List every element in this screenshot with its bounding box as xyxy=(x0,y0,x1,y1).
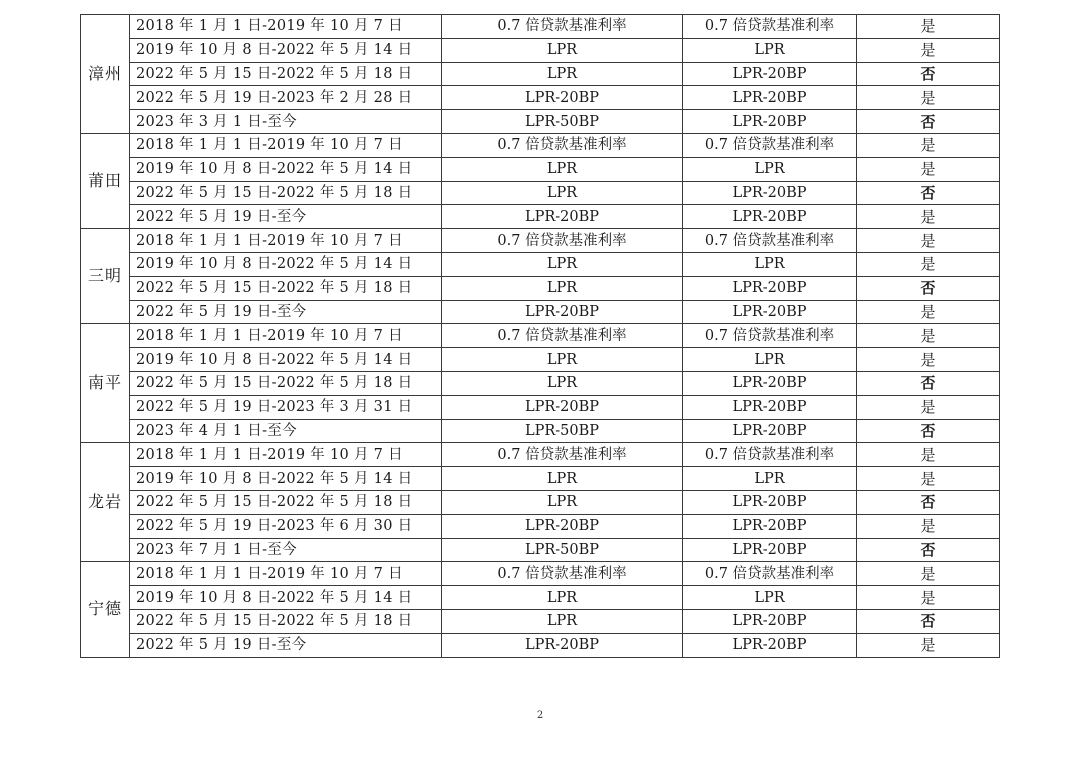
table-row xyxy=(81,133,1000,157)
flag-cell: 否 xyxy=(857,181,1000,205)
rate-a-cell: LPR-50BP xyxy=(442,110,683,134)
rate-b-cell: LPR-20BP xyxy=(683,419,857,443)
rate-a-cell: LPR xyxy=(442,348,683,372)
table-row xyxy=(81,609,1000,633)
period-cell: 2018 年 1 月 1 日-2019 年 10 月 7 日 xyxy=(130,324,442,348)
rate-a-cell: LPR-20BP xyxy=(442,514,683,538)
flag-cell: 是 xyxy=(857,586,1000,610)
city-cell: 宁德 xyxy=(81,562,130,657)
rate-b-cell: LPR xyxy=(683,467,857,491)
period-cell: 2022 年 5 月 15 日-2022 年 5 月 18 日 xyxy=(130,490,442,514)
table-row xyxy=(81,443,1000,467)
table-row xyxy=(81,157,1000,181)
rate-a-cell: LPR-20BP xyxy=(442,205,683,229)
table-row xyxy=(81,205,1000,229)
rate-b-cell: LPR xyxy=(683,157,857,181)
rate-a-cell: LPR-50BP xyxy=(442,538,683,562)
period-cell: 2023 年 4 月 1 日-至今 xyxy=(130,419,442,443)
period-cell: 2019 年 10 月 8 日-2022 年 5 月 14 日 xyxy=(130,586,442,610)
table-row xyxy=(81,490,1000,514)
period-cell: 2022 年 5 月 15 日-2022 年 5 月 18 日 xyxy=(130,62,442,86)
rate-b-cell: LPR-20BP xyxy=(683,300,857,324)
period-cell: 2018 年 1 月 1 日-2019 年 10 月 7 日 xyxy=(130,443,442,467)
rate-b-cell: LPR xyxy=(683,586,857,610)
period-cell: 2019 年 10 月 8 日-2022 年 5 月 14 日 xyxy=(130,467,442,491)
period-cell: 2023 年 7 月 1 日-至今 xyxy=(130,538,442,562)
rate-b-cell: LPR-20BP xyxy=(683,86,857,110)
table-row xyxy=(81,229,1000,253)
rate-b-cell: 0.7 倍贷款基准利率 xyxy=(683,324,857,348)
table-row xyxy=(81,15,1000,39)
flag-cell: 否 xyxy=(857,538,1000,562)
flag-cell: 是 xyxy=(857,15,1000,39)
rate-a-cell: LPR xyxy=(442,38,683,62)
period-cell: 2022 年 5 月 19 日-2023 年 2 月 28 日 xyxy=(130,86,442,110)
rate-table xyxy=(80,14,1000,658)
flag-cell: 否 xyxy=(857,371,1000,395)
city-cell: 南平 xyxy=(81,324,130,443)
rate-b-cell: 0.7 倍贷款基准利率 xyxy=(683,229,857,253)
period-cell: 2018 年 1 月 1 日-2019 年 10 月 7 日 xyxy=(130,562,442,586)
city-cell: 三明 xyxy=(81,229,130,324)
rate-a-cell: LPR xyxy=(442,157,683,181)
rate-a-cell: 0.7 倍贷款基准利率 xyxy=(442,15,683,39)
table-row xyxy=(81,252,1000,276)
flag-cell: 是 xyxy=(857,324,1000,348)
table-row xyxy=(81,324,1000,348)
rate-a-cell: LPR xyxy=(442,371,683,395)
period-cell: 2022 年 5 月 19 日-2023 年 6 月 30 日 xyxy=(130,514,442,538)
flag-cell: 否 xyxy=(857,110,1000,134)
rate-b-cell: LPR-20BP xyxy=(683,514,857,538)
rate-b-cell: LPR xyxy=(683,252,857,276)
rate-b-cell: LPR-20BP xyxy=(683,205,857,229)
rate-b-cell: LPR xyxy=(683,348,857,372)
rate-a-cell: 0.7 倍贷款基准利率 xyxy=(442,229,683,253)
flag-cell: 是 xyxy=(857,205,1000,229)
rate-b-cell: LPR-20BP xyxy=(683,110,857,134)
flag-cell: 是 xyxy=(857,252,1000,276)
table-row xyxy=(81,276,1000,300)
flag-cell: 否 xyxy=(857,609,1000,633)
table-row xyxy=(81,86,1000,110)
table-row xyxy=(81,633,1000,657)
flag-cell: 是 xyxy=(857,443,1000,467)
table-row xyxy=(81,371,1000,395)
table-row xyxy=(81,110,1000,134)
flag-cell: 否 xyxy=(857,419,1000,443)
period-cell: 2022 年 5 月 15 日-2022 年 5 月 18 日 xyxy=(130,181,442,205)
flag-cell: 是 xyxy=(857,229,1000,253)
rate-a-cell: LPR xyxy=(442,181,683,205)
rate-b-cell: LPR-20BP xyxy=(683,276,857,300)
rate-a-cell: LPR xyxy=(442,467,683,491)
table-row xyxy=(81,538,1000,562)
flag-cell: 是 xyxy=(857,633,1000,657)
period-cell: 2019 年 10 月 8 日-2022 年 5 月 14 日 xyxy=(130,157,442,181)
table-row xyxy=(81,395,1000,419)
rate-a-cell: LPR xyxy=(442,490,683,514)
rate-a-cell: LPR-50BP xyxy=(442,419,683,443)
flag-cell: 否 xyxy=(857,62,1000,86)
city-cell: 龙岩 xyxy=(81,443,130,562)
period-cell: 2022 年 5 月 19 日-至今 xyxy=(130,300,442,324)
rate-a-cell: LPR-20BP xyxy=(442,86,683,110)
rate-a-cell: 0.7 倍贷款基准利率 xyxy=(442,562,683,586)
rate-b-cell: LPR-20BP xyxy=(683,609,857,633)
rate-a-cell: LPR-20BP xyxy=(442,633,683,657)
rate-a-cell: 0.7 倍贷款基准利率 xyxy=(442,443,683,467)
flag-cell: 是 xyxy=(857,467,1000,491)
rate-b-cell: 0.7 倍贷款基准利率 xyxy=(683,15,857,39)
flag-cell: 是 xyxy=(857,562,1000,586)
rate-b-cell: LPR-20BP xyxy=(683,62,857,86)
rate-a-cell: LPR xyxy=(442,62,683,86)
city-cell: 漳州 xyxy=(81,15,130,134)
rate-b-cell: LPR-20BP xyxy=(683,395,857,419)
period-cell: 2022 年 5 月 19 日-2023 年 3 月 31 日 xyxy=(130,395,442,419)
flag-cell: 是 xyxy=(857,395,1000,419)
period-cell: 2023 年 3 月 1 日-至今 xyxy=(130,110,442,134)
period-cell: 2018 年 1 月 1 日-2019 年 10 月 7 日 xyxy=(130,133,442,157)
flag-cell: 否 xyxy=(857,276,1000,300)
rate-a-cell: LPR-20BP xyxy=(442,395,683,419)
period-cell: 2018 年 1 月 1 日-2019 年 10 月 7 日 xyxy=(130,229,442,253)
table-row xyxy=(81,181,1000,205)
period-cell: 2019 年 10 月 8 日-2022 年 5 月 14 日 xyxy=(130,348,442,372)
flag-cell: 否 xyxy=(857,490,1000,514)
table-row xyxy=(81,514,1000,538)
rate-b-cell: LPR-20BP xyxy=(683,181,857,205)
rate-a-cell: LPR xyxy=(442,252,683,276)
rate-a-cell: LPR xyxy=(442,609,683,633)
period-cell: 2022 年 5 月 15 日-2022 年 5 月 18 日 xyxy=(130,371,442,395)
rate-a-cell: 0.7 倍贷款基准利率 xyxy=(442,324,683,348)
table-row xyxy=(81,586,1000,610)
flag-cell: 是 xyxy=(857,300,1000,324)
rate-b-cell: LPR-20BP xyxy=(683,490,857,514)
rate-a-cell: 0.7 倍贷款基准利率 xyxy=(442,133,683,157)
flag-cell: 是 xyxy=(857,514,1000,538)
rate-b-cell: 0.7 倍贷款基准利率 xyxy=(683,443,857,467)
rate-a-cell: LPR xyxy=(442,586,683,610)
flag-cell: 是 xyxy=(857,157,1000,181)
table-row xyxy=(81,62,1000,86)
rate-b-cell: LPR-20BP xyxy=(683,538,857,562)
period-cell: 2022 年 5 月 19 日-至今 xyxy=(130,633,442,657)
table-row xyxy=(81,38,1000,62)
table-row xyxy=(81,419,1000,443)
rate-a-cell: LPR-20BP xyxy=(442,300,683,324)
rate-b-cell: LPR-20BP xyxy=(683,633,857,657)
rate-b-cell: LPR xyxy=(683,38,857,62)
page-number: 2 xyxy=(536,710,544,721)
rate-a-cell: LPR xyxy=(442,276,683,300)
period-cell: 2022 年 5 月 15 日-2022 年 5 月 18 日 xyxy=(130,609,442,633)
rate-b-cell: 0.7 倍贷款基准利率 xyxy=(683,562,857,586)
flag-cell: 是 xyxy=(857,38,1000,62)
rate-b-cell: 0.7 倍贷款基准利率 xyxy=(683,133,857,157)
table-row xyxy=(81,467,1000,491)
flag-cell: 是 xyxy=(857,133,1000,157)
rate-table-body xyxy=(81,15,1000,658)
period-cell: 2019 年 10 月 8 日-2022 年 5 月 14 日 xyxy=(130,38,442,62)
table-row xyxy=(81,348,1000,372)
table-row xyxy=(81,562,1000,586)
period-cell: 2022 年 5 月 19 日-至今 xyxy=(130,205,442,229)
table-row xyxy=(81,300,1000,324)
flag-cell: 是 xyxy=(857,348,1000,372)
period-cell: 2019 年 10 月 8 日-2022 年 5 月 14 日 xyxy=(130,252,442,276)
flag-cell: 是 xyxy=(857,86,1000,110)
rate-b-cell: LPR-20BP xyxy=(683,371,857,395)
period-cell: 2022 年 5 月 15 日-2022 年 5 月 18 日 xyxy=(130,276,442,300)
city-cell: 莆田 xyxy=(81,133,130,228)
period-cell: 2018 年 1 月 1 日-2019 年 10 月 7 日 xyxy=(130,15,442,39)
